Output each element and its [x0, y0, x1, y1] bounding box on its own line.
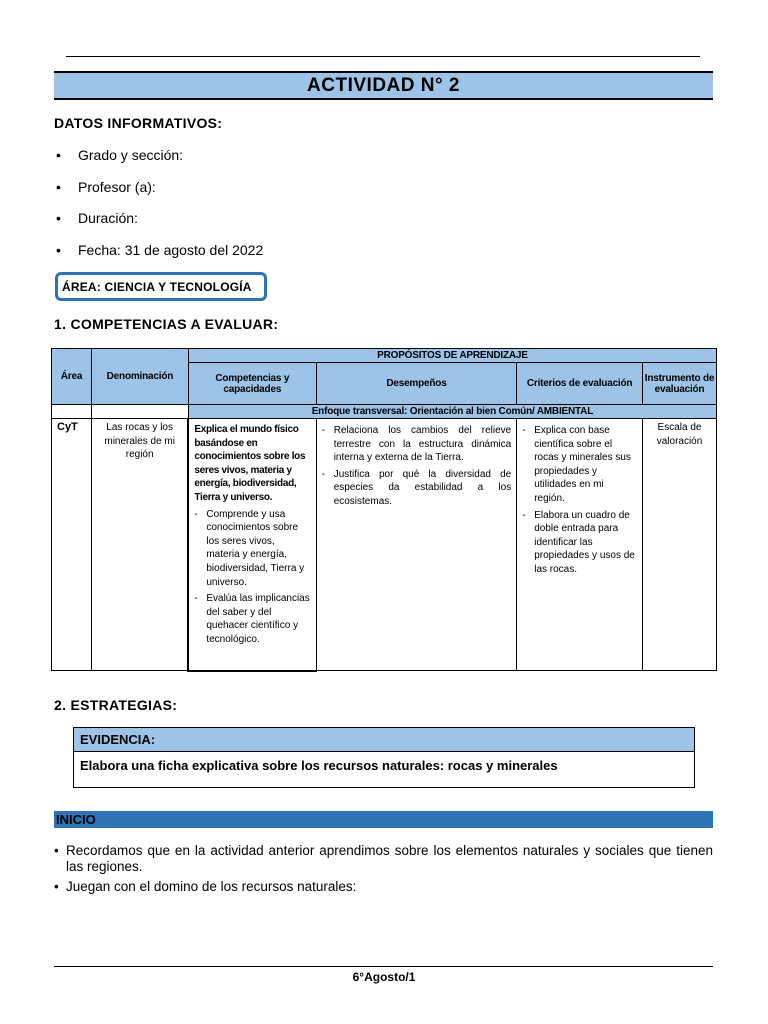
page-footer: 6°Agosto/1 — [352, 970, 416, 984]
evidencia-text: Elabora una ficha explicativa sobre los recursos naturales: rocas y minerales — [80, 758, 558, 773]
dash-icon: - — [321, 468, 326, 480]
list-item: • Duración: — [56, 210, 138, 226]
bullet-icon: • — [56, 178, 61, 195]
inicio-label: INICIO — [56, 812, 96, 827]
criterios-list — [522, 424, 637, 577]
cell-area: CyT — [52, 419, 92, 671]
header-criterios: Criterios de evaluación — [517, 363, 643, 405]
dash-icon: - — [194, 508, 198, 520]
dash-icon: - — [321, 425, 326, 436]
cell-instrumento: Escala de valoración — [643, 419, 717, 671]
bullet-icon: • — [54, 843, 59, 858]
desempenos-list — [322, 424, 512, 509]
inicio-list — [54, 843, 713, 899]
cell-denominacion: Las rocas y los minerales de mi región — [91, 419, 188, 671]
competencias-heading: 1. COMPETENCIAS A EVALUAR: — [54, 316, 279, 332]
dash-icon: - — [522, 509, 526, 521]
header-denominacion: Denominación — [91, 349, 188, 405]
enfoque-transversal: Enfoque transversal: Orientación al bien Común/ AMBIENTAL — [188, 405, 716, 419]
dash-icon: - — [522, 425, 526, 436]
datos-list — [56, 147, 263, 273]
top-rule — [66, 56, 700, 57]
table-row — [52, 419, 717, 671]
evidencia-label: EVIDENCIA: — [74, 728, 694, 752]
header-area: Área — [52, 349, 92, 405]
competencias-table — [51, 348, 717, 672]
bullet-icon: • — [54, 879, 59, 894]
inicio-bar — [54, 811, 713, 828]
competencia-main: Explica el mundo físico basándose en conocimientos sobre los seres vivos, materia y energía, biodiversidad, Tierra y universo. — [194, 424, 306, 503]
list-item: • Profesor (a): — [56, 178, 156, 195]
area-label: ÁREA: CIENCIA Y TECNOLOGÍA — [62, 279, 252, 294]
header-desempenos: Desempeños — [316, 363, 517, 405]
area-label-box — [55, 272, 267, 301]
bottom-rule — [54, 966, 713, 967]
bullet-icon: • — [56, 147, 61, 163]
header-competencias: Competencias y capacidades — [188, 363, 316, 405]
list-item: - Elabora un cuadro de doble entrada para identificar las propiedades y usos de las rocas. — [522, 509, 635, 575]
estrategias-heading: 2. ESTRATEGIAS: — [54, 697, 178, 713]
list-item: • Juegan con el domino de los recursos naturales: — [54, 879, 357, 894]
list-item: • Recordamos que en la actividad anterior aprendimos sobre los elementos naturales y sociales que tienen las regiones. — [54, 843, 713, 874]
cell-desempenos — [316, 419, 517, 671]
bullet-icon: • — [56, 210, 61, 226]
capacidades-list — [194, 508, 310, 647]
header-propositos: PROPÓSITOS DE APRENDIZAJE — [188, 349, 716, 363]
list-item: • Fecha: 31 de agosto del 2022 — [56, 241, 264, 258]
list-item: - Relaciona los cambios del relieve terrestre con la estructura dinámica interna y externa de la Tierra. — [321, 425, 512, 464]
list-item: - Justifica por qué la diversidad de especies da estabilidad a los ecosistemas. — [321, 468, 512, 507]
cell-competencias — [188, 419, 316, 671]
list-item: - Comprende y usa conocimientos sobre los seres vivos, materia y energía, biodiversidad, Tierra y universo. — [194, 508, 305, 588]
list-item: - Evalúa las implicancias del saber y del quehacer científico y tecnológico. — [194, 593, 310, 645]
cell-criterios — [517, 419, 643, 671]
page-title: ACTIVIDAD N° 2 — [307, 74, 460, 96]
dash-icon: - — [194, 593, 198, 605]
title-bar — [54, 71, 713, 100]
datos-heading: DATOS INFORMATIVOS: — [54, 115, 223, 131]
evidencia-box — [73, 727, 695, 788]
bullet-icon: • — [56, 241, 61, 258]
header-instrumento: Instrumento de evaluación — [643, 363, 717, 405]
list-item: • Grado y sección: — [56, 147, 184, 163]
list-item: - Explica con base científica sobre el rocas y minerales sus propiedades y utilidades en mi región. — [522, 425, 631, 504]
